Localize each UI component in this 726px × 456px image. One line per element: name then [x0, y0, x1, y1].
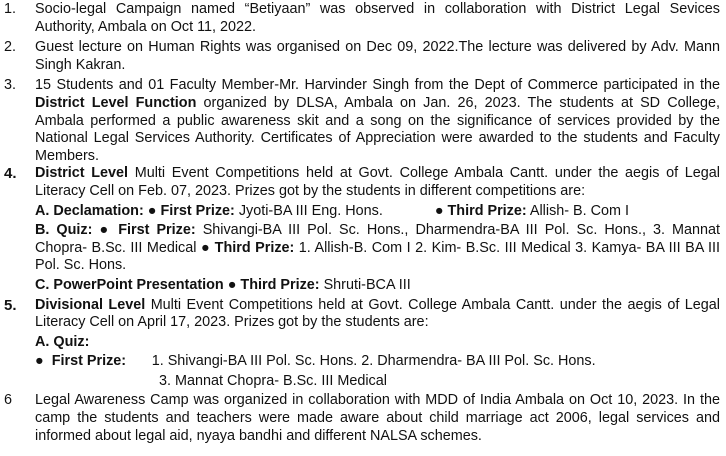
- item-text-part: Multi Event Competitions held at Govt. College Ambala Cantt. under the aegis of Legal Literacy Cell on Feb. 07, 2023. Prizes got by the students in different competitions are:: [35, 165, 720, 199]
- first-prize-winner: Jyoti-BA III Eng. Hons.: [234, 202, 383, 219]
- item-number: 5.: [4, 296, 17, 314]
- list-item-4: [4, 165, 720, 200]
- item-number: 1.: [4, 1, 17, 17]
- item-number: 6: [4, 392, 13, 409]
- bullet-icon: ●: [227, 276, 237, 293]
- item-text-part: Multi Event Competitions held at Govt. College Ambala Cantt. under the aegis of Legal Literacy Cell on April 17, 2023. Prizes got by the students are:: [35, 296, 720, 331]
- item-text: Guest lecture on Human Rights was organised on Dec 09, 2022.The lecture was delivered by Adv. Mann Singh Kakran.: [35, 39, 720, 73]
- item-text: [35, 165, 720, 200]
- list-item-6: [4, 392, 720, 445]
- item-text: Socio-legal Campaign named “Betiyaan” was observed in collaboration with District Legal Sevices Authority, Ambala on Oct 11, 2022.: [35, 1, 720, 35]
- declamation-label: A. Declamation:: [35, 202, 144, 219]
- divisional-first-prize-row: [4, 353, 720, 371]
- list-item-5: [4, 297, 720, 332]
- first-prize-label: First Prize:: [118, 222, 196, 239]
- list-item-2: [4, 39, 720, 74]
- powerpoint-label: C. PowerPoint Presentation: [35, 276, 224, 293]
- powerpoint-results: [4, 277, 720, 295]
- item-bold-phrase: Divisional Level: [35, 296, 146, 313]
- list-item-3: [4, 77, 720, 165]
- item-text-part: 15 Students and 01 Faculty Member-Mr. Harvinder Singh from the Dept of Commerce participated in the: [35, 77, 720, 94]
- item-text: [35, 297, 720, 332]
- third-prize-winner: Allish- B. Com I: [526, 202, 630, 219]
- item-text: Legal Awareness Camp was organized in collaboration with MDD of India Ambala on Oct 10, 2023. In the camp the students and teachers were made aware about child marriage act 2006, legal services and informed about legal aid, nyaya bandhi and different NALSA schemes.: [35, 392, 720, 444]
- item-number: 3.: [4, 77, 17, 94]
- declamation-results: [4, 203, 720, 221]
- item-bold-phrase: District Level: [35, 165, 129, 182]
- list-item-1: [4, 1, 720, 36]
- divisional-quiz-label: A. Quiz:: [35, 333, 90, 350]
- item-text: [35, 77, 720, 165]
- first-prize-label: First Prize:: [51, 353, 127, 370]
- first-prize-winner-3: 3. Mannat Chopra- B.Sc. III Medical: [159, 372, 387, 389]
- third-prize-label: Third Prize:: [214, 239, 295, 256]
- bullet-icon: ●: [99, 222, 112, 239]
- first-prize-winners: 1. Shivangi-BA III Pol. Sc. Hons. 2. Dharmendra- BA III Pol. Sc. Hons.: [151, 353, 596, 370]
- divisional-quiz-label-row: [4, 334, 720, 352]
- quiz-label: B. Quiz:: [35, 222, 93, 239]
- third-prize-label: Third Prize:: [240, 276, 320, 293]
- bullet-icon: ●: [434, 202, 444, 219]
- bullet-icon: ●: [147, 202, 157, 219]
- item-bold-phrase: District Level Function: [35, 94, 197, 111]
- bullet-icon: ●: [200, 239, 211, 256]
- third-prize-winners: 1. Allish-B. Com I 2. Kim- B.Sc. III Medical 3. Kamya- BA III BA III Pol. Sc. Hons.: [35, 239, 721, 274]
- item-number: 2.: [4, 39, 17, 56]
- quiz-results: [4, 222, 720, 275]
- item-text-part: organized by DLSA, Ambala on Jan. 26, 2023. The students at SD College, Ambala performed a public awareness skit and a song on the significance of services provided by the National Legal Services Authority. Certificates of Appreciation were awarded to the students and Faculty Members.: [35, 94, 721, 164]
- bullet-icon: ●: [35, 353, 44, 370]
- first-prize-winners: Shivangi-BA III Pol. Sc. Hons., Dharmendra-BA III Pol. Sc. Hons., 3. Mannat Chopra- B.Sc. III Medical: [35, 222, 721, 256]
- third-prize-label: Third Prize:: [447, 202, 527, 219]
- third-prize-winner: Shruti-BCA III: [319, 276, 411, 293]
- item-number: 4.: [4, 165, 17, 183]
- divisional-first-prize-row-2: [4, 373, 720, 391]
- first-prize-label: First Prize:: [160, 202, 235, 219]
